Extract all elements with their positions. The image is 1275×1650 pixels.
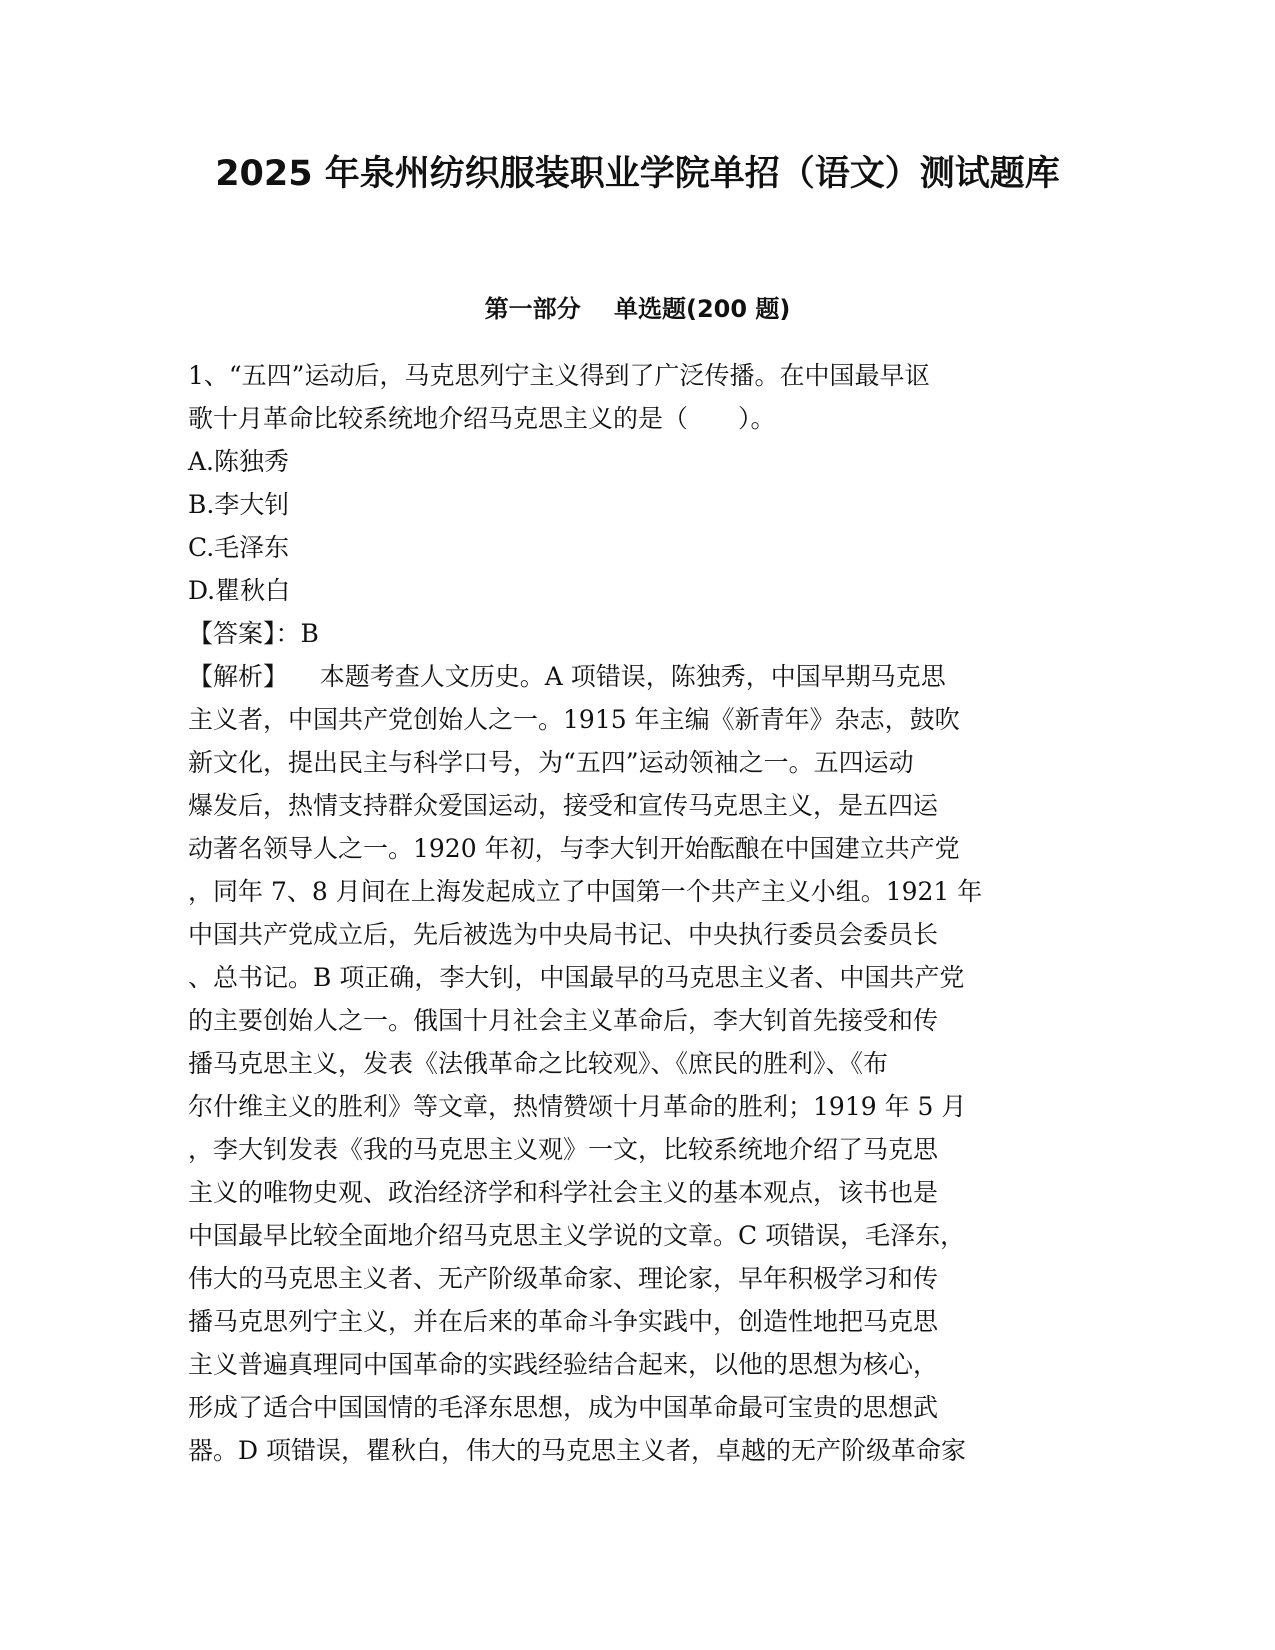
option-a: A.陈独秀 [188,447,290,476]
analysis-line: 动著名领导人之一。1920 年初，与李大钊开始酝酿在中国建立共产党 [188,834,960,863]
answer-line [188,612,1088,655]
answer-label: 【答案】 [188,619,276,648]
question-stem-line: 1、“五四”运动后，马克思列宁主义得到了广泛传播。在中国最早讴 [188,361,930,390]
analysis-line: 中国最早比较全面地介绍马克思主义学说的文章。C 项错误，毛泽东， [188,1221,966,1250]
analysis-line: ，李大钊发表《我的马克思主义观》一文，比较系统地介绍了马克思 [188,1135,939,1164]
analysis-text: 本题考查人文历史。A 项错误，陈独秀，中国早期马克思 [288,662,946,691]
analysis-line: 主义的唯物史观、政治经济学和科学社会主义的基本观点，该书也是 [188,1178,939,1207]
analysis-line: 、总书记。B 项正确，李大钊，中国最早的马克思主义者、中国共产党 [188,963,965,992]
analysis-line: 伟大的马克思主义者、无产阶级革命家、理论家，早年积极学习和传 [188,1264,939,1293]
analysis-line: 播马克思列宁主义，并在后来的革命斗争实践中，创造性地把马克思 [188,1307,939,1336]
analysis-line: 的主要创始人之一。俄国十月社会主义革命后，李大钊首先接受和传 [188,1006,939,1035]
document-title: 2025 年泉州纺织服装职业学院单招（语文）测试题库 [215,154,1060,194]
question-stem-line: 歌十月革命比较系统地介绍马克思主义的是（ ）。 [188,404,776,433]
answer-value: ：B [275,619,319,648]
analysis-line: 形成了适合中国国情的毛泽东思想，成为中国革命最可宝贵的思想武 [188,1393,939,1422]
section-heading: 第一部分 单选题(200 题) [484,295,791,323]
question-block [188,354,1088,1472]
analysis-line: 主义者，中国共产党创始人之一。1915 年主编《新青年》杂志，鼓吹 [188,705,960,734]
analysis-line: 尔什维主义的胜利》等文章，热情赞颂十月革命的胜利；1919 年 5 月 [188,1092,967,1121]
analysis-line [188,655,1088,698]
option-b: B.李大钊 [188,490,290,519]
analysis-line: ，同年 7、8 月间在上海发起成立了中国第一个共产主义小组。1921 年 [188,877,983,906]
option-c: C.毛泽东 [188,533,290,562]
option-d: D.瞿秋白 [188,576,291,605]
analysis-line: 主义普遍真理同中国革命的实践经验结合起来，以他的思想为核心， [188,1350,939,1379]
analysis-line: 播马克思主义，发表《法俄革命之比较观》、《庶民的胜利》、《布 [188,1049,889,1078]
analysis-line: 新文化，提出民主与科学口号，为“五四”运动领袖之一。五四运动 [188,748,914,777]
analysis-line: 器。D 项错误，瞿秋白，伟大的马克思主义者，卓越的无产阶级革命家 [188,1436,966,1465]
analysis-line: 爆发后，热情支持群众爱国运动，接受和宣传马克思主义，是五四运 [188,791,939,820]
analysis-line: 中国共产党成立后，先后被选为中央局书记、中央执行委员会委员长 [188,920,939,949]
analysis-label: 【解析】 [188,662,289,691]
